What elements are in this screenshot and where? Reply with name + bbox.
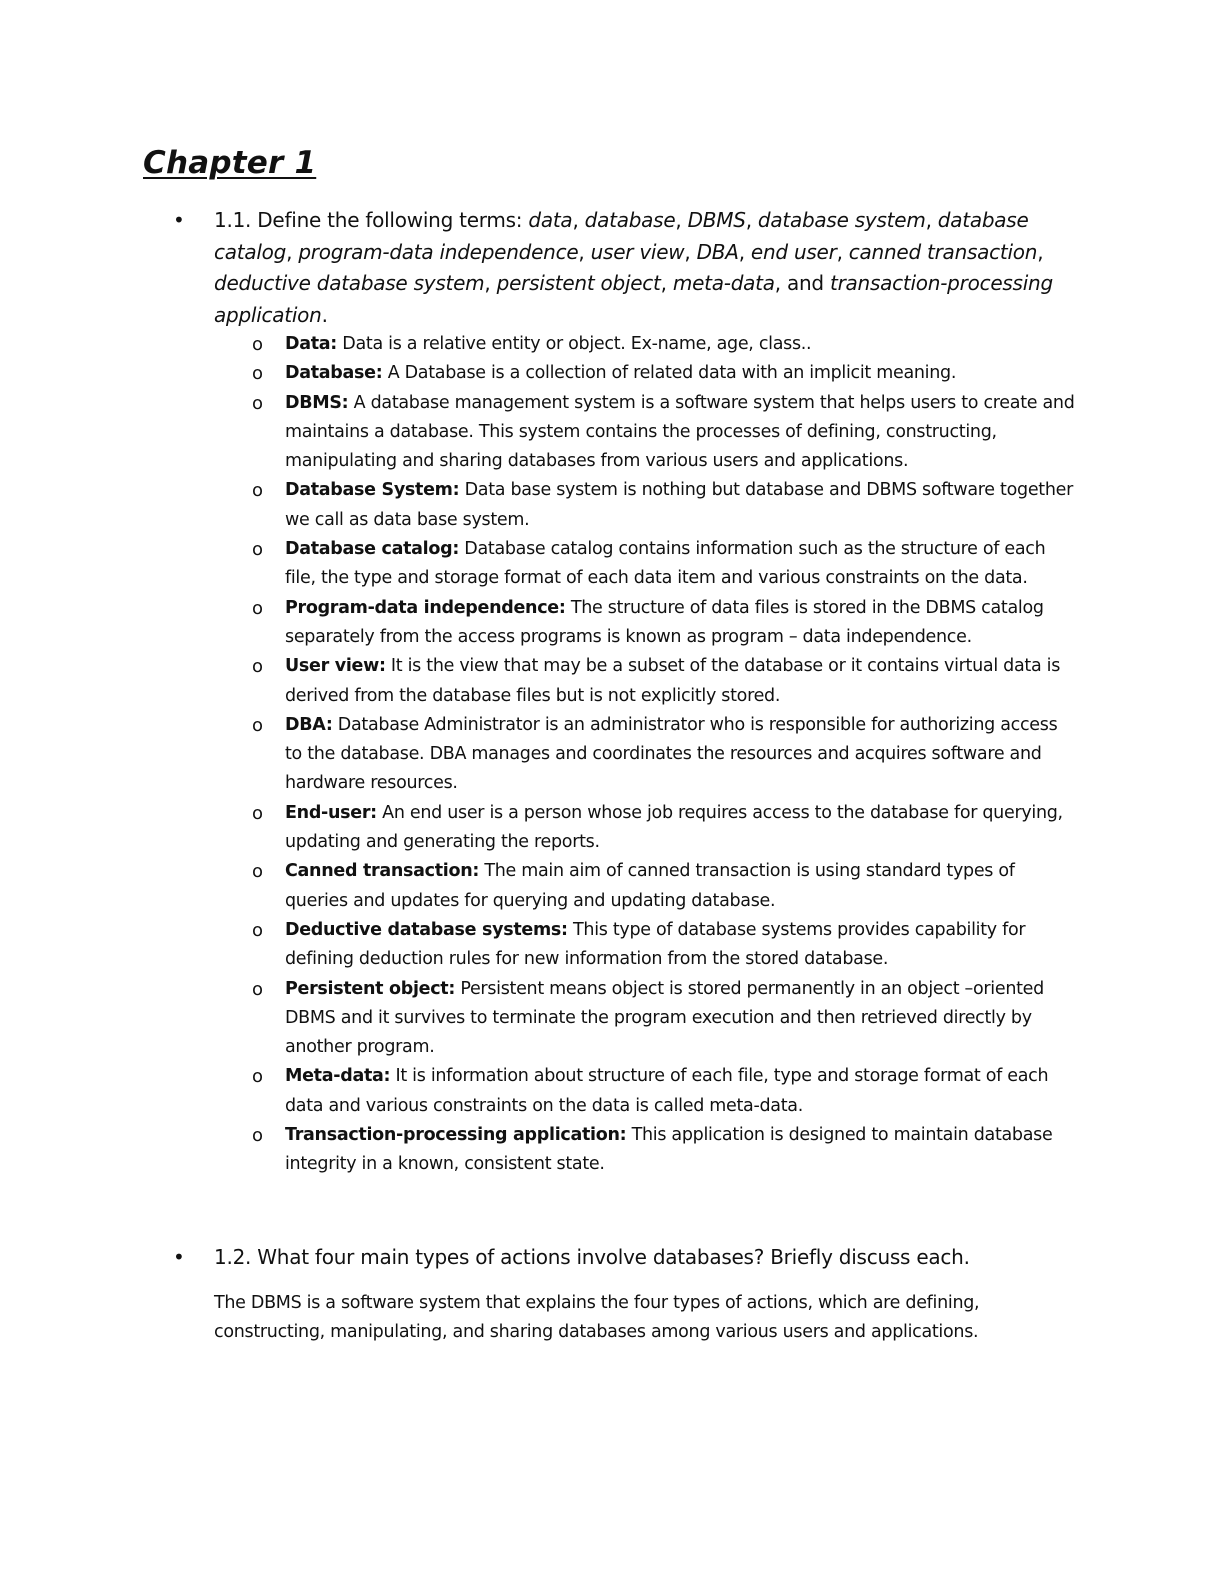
term-name: Database catalog: [285,539,460,560]
definition-item [252,389,1075,477]
sub-bullet-icon: o [252,714,263,736]
separator-text: , [745,208,758,232]
definition-item [252,359,1075,388]
definition-item [252,476,1075,535]
definition-item [252,330,1075,359]
separator-text: , [578,239,591,264]
term-reference: end user [750,239,837,264]
separator-text: , [675,208,688,232]
term-reference: user view [590,239,685,264]
term-name: Deductive database systems: [285,919,568,940]
term-reference: DBMS [687,208,746,232]
sub-bullet-icon: o [252,861,263,883]
term-name: DBMS: [285,392,349,413]
term-definition: This type of database systems provides capability for defining deduction rules for new information from the stored database. [285,919,1026,970]
separator-text: , [836,239,849,264]
term-reference: transaction-processing application [214,271,1053,327]
separator-text: , [286,239,299,264]
term-definition: It is the view that may be a subset of the database or it contains virtual data is derived from the database files but is not explicitly stored. [285,656,1061,706]
separator-text: , [684,239,697,264]
definition-item [252,799,1075,858]
term-name: Database: [285,363,383,384]
term-definition: It is information about structure of each file, type and storage format of each data and various constraints on the data is called meta-data. [285,1066,1049,1116]
separator-text: , [572,208,585,232]
term-definition: An end user is a person whose job requires access to the database for querying, updating and generating the reports. [285,802,1063,853]
term-definition: Persistent means object is stored permanently in an object –oriented DBMS and it survives to terminate the program execution and then retrieved directly by another program. [285,978,1044,1058]
definition-item [252,1121,1075,1180]
sub-bullet-icon: o [252,656,263,678]
term-name: Meta-data: [285,1066,391,1087]
sub-bullet-icon: o [252,1066,263,1088]
term-name: Persistent object: [285,978,456,999]
term-definition: Database Administrator is an administrator who is responsible for authorizing access to the database. DBA manages and coordinates the resources and acquires software and hardware resources. [285,714,1058,794]
separator-text: . [321,302,328,327]
term-reference: DBA [696,239,739,264]
term-name: End-user: [285,802,377,823]
separator-text: , [738,239,751,264]
separator-text: , [660,271,673,295]
question-1-1-text [214,208,1053,327]
term-definition: This application is designed to maintain database integrity in a known, consistent state. [285,1125,1053,1175]
chapter-title: Chapter 1 [143,145,317,181]
term-definition: The structure of data files is stored in the DBMS catalog separately from the access programs is known as program – data independence. [285,597,1044,647]
term-name: User view: [285,656,386,677]
separator-text: , [1037,239,1044,264]
separator-text: , and [774,271,830,295]
question-number: 1.1. [214,208,252,232]
question-1-2 [173,1242,1054,1274]
term-definition: Database catalog contains information such as the structure of each file, the type and storage format of each data item and various constraints on the data. [285,539,1046,589]
sub-bullet-icon: o [252,978,263,1000]
sub-bullet-icon: o [252,392,263,414]
term-name: DBA: [285,714,333,735]
definition-item [252,857,1075,916]
definition-item [252,652,1075,711]
sub-bullet-icon: o [252,1125,263,1147]
term-name: Program-data independence: [285,597,566,618]
term-reference: meta-data [672,271,775,295]
term-definition: A database management system is a software system that helps users to create and maintains a database. This system contains the processes of defining, constructing, manipulating and sharing databases from various users and applications. [285,392,1075,472]
definition-item [252,535,1075,594]
definition-item [252,1062,1075,1121]
bullet-icon: • [173,208,185,232]
term-reference: database system [757,208,926,232]
term-name: Database System: [285,480,460,501]
term-reference: database [584,208,676,232]
sub-bullet-icon: o [252,802,263,824]
term-name: Data: [285,334,338,354]
definitions-list [252,330,1075,1180]
term-definition: Data base system is nothing but database and DBMS software together we call as data base system. [285,480,1073,530]
question-1-2-answer: The DBMS is a software system that explains the four types of actions, which are defining, constructing, manipulating, and sharing databases among various users and applications. [214,1293,980,1343]
term-reference: database catalog [214,208,1029,264]
definition-item [252,916,1075,975]
question-1-2-text: 1.2. What four main types of actions involve databases? Briefly discuss each. [214,1245,970,1269]
sub-bullet-icon: o [252,539,263,561]
question-1-1 [173,205,1054,331]
separator-text: , [484,271,497,295]
term-reference: canned transaction [848,239,1038,264]
term-reference: data [528,208,573,232]
term-reference: deductive database system [214,271,485,295]
sub-bullet-icon: o [252,919,263,941]
question-prefix: Define the following terms: [257,208,529,232]
term-name: Canned transaction: [285,861,480,882]
separator-text: , [925,208,938,232]
bullet-icon: • [173,1245,185,1269]
sub-bullet-icon: o [252,480,263,502]
definition-item [252,975,1075,1063]
definition-item [252,711,1075,799]
sub-bullet-icon: o [252,363,263,385]
term-definition: Data is a relative entity or object. Ex-name, age, class.. [337,334,812,354]
term-reference: persistent object [496,271,661,295]
sub-bullet-icon: o [252,334,263,355]
term-definition: The main aim of canned transaction is using standard types of queries and updates for querying and updating database. [285,861,1015,911]
term-reference: program-data independence [298,239,579,264]
term-definition: A Database is a collection of related data with an implicit meaning. [382,363,957,384]
term-name: Transaction-processing application: [285,1125,627,1146]
definition-item [252,594,1075,653]
sub-bullet-icon: o [252,597,263,619]
